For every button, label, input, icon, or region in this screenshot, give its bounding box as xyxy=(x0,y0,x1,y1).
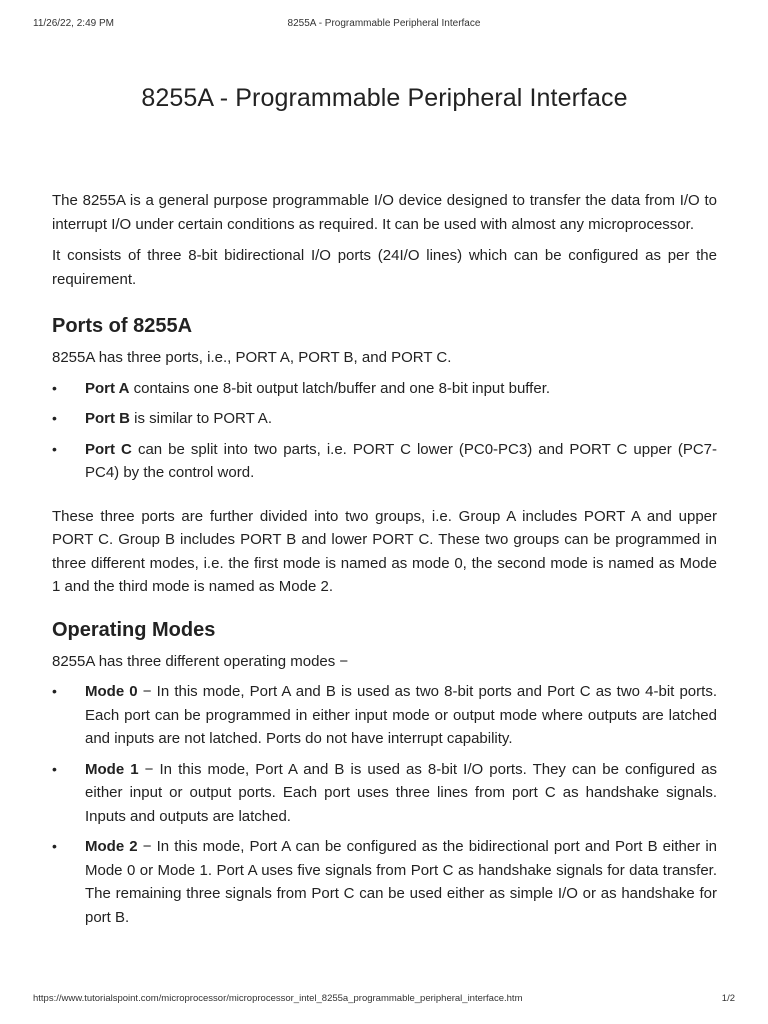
page-title: 8255A - Programmable Peripheral Interface xyxy=(141,84,628,112)
ports-list xyxy=(52,377,717,485)
modes-lead: 8255A has three different operating modes − xyxy=(52,652,349,670)
page-number: 1/2 xyxy=(721,993,735,1004)
modes-list xyxy=(52,680,717,929)
list-item-text: − In this mode, Port A and B is used as two 8-bit ports and Port C as two 4-bit ports. Each port can be programmed in either input mode or output mode where outputs are latched and inputs are not latched. Ports do not have interrupt capability. xyxy=(85,683,717,747)
bullet-icon: • xyxy=(52,440,57,457)
bullet-icon: • xyxy=(52,760,57,777)
bullet-icon: • xyxy=(52,683,57,699)
print-header xyxy=(33,18,735,32)
intro-paragraph-1: The 8255A is a general purpose programmable I/O device designed to transfer the data from I/O to interrupt I/O under certain conditions as required. It can be used with almost any microprocessor. xyxy=(52,192,717,233)
list-item-text: − In this mode, Port A can be configured as the bidirectional port and Port B either in Mode 0 or Mode 1. Port A uses five signals from Port C as handshake signals for data transfer. The remaining three signals from Port C can be used either as simple I/O or as handshake for port B. xyxy=(85,838,717,926)
print-date: 11/26/22, 2:49 PM xyxy=(33,18,114,29)
list-item xyxy=(52,407,717,431)
list-item xyxy=(52,835,717,929)
list-item-text: contains one 8-bit output latch/buffer and one 8-bit input buffer. xyxy=(129,379,551,397)
list-item-text: − In this mode, Port A and B is used as 8-bit I/O ports. They can be configured as either input or output ports. Each port uses three lines from port C as handshake signals. Inputs and outputs are latched. xyxy=(85,760,717,825)
ports-lead: 8255A has three ports, i.e., PORT A, PORT B, and PORT C. xyxy=(52,349,452,366)
ports-heading: Ports of 8255A xyxy=(52,315,193,337)
list-item xyxy=(52,438,717,485)
list-item xyxy=(52,377,717,401)
bullet-icon: • xyxy=(52,379,57,396)
print-footer xyxy=(33,993,735,1007)
modes-heading: Operating Modes xyxy=(52,618,216,641)
intro-paragraph-2: It consists of three 8-bit bidirectional I/O ports (24I/O lines) which can be configured as per the requirement. xyxy=(52,247,717,288)
article-body xyxy=(52,189,717,929)
list-item-text: can be split into two parts, i.e. PORT C lower (PC0-PC3) and PORT C upper (PC7-PC4) by the control word. xyxy=(85,440,717,481)
list-item-term: Port A xyxy=(85,379,130,397)
list-item-text: is similar to PORT A. xyxy=(130,410,272,427)
groups-paragraph: These three ports are further divided into two groups, i.e. Group A includes PORT A and upper PORT C. Group B includes PORT B and lower PORT C. These two groups can be programmed in three different modes, i.e. the first mode is named as mode 0, the second mode is named as Mode 1 and the third mode is named as Mode 2. xyxy=(52,507,717,595)
list-item-term: Mode 1 xyxy=(85,760,139,778)
list-item xyxy=(52,680,717,751)
bullet-icon: • xyxy=(52,838,57,854)
bullet-icon: • xyxy=(52,410,57,426)
list-item-term: Port B xyxy=(85,410,130,427)
list-item xyxy=(52,758,717,829)
source-url: https://www.tutorialspoint.com/microprocessor/microprocessor_intel_8255a_programmable_peripheral_interface.htm xyxy=(33,993,523,1004)
list-item-term: Mode 2 xyxy=(85,838,138,855)
list-item-term: Mode 0 xyxy=(85,683,138,700)
print-page-title: 8255A - Programmable Peripheral Interface xyxy=(287,18,481,29)
list-item-term: Port C xyxy=(85,440,132,458)
